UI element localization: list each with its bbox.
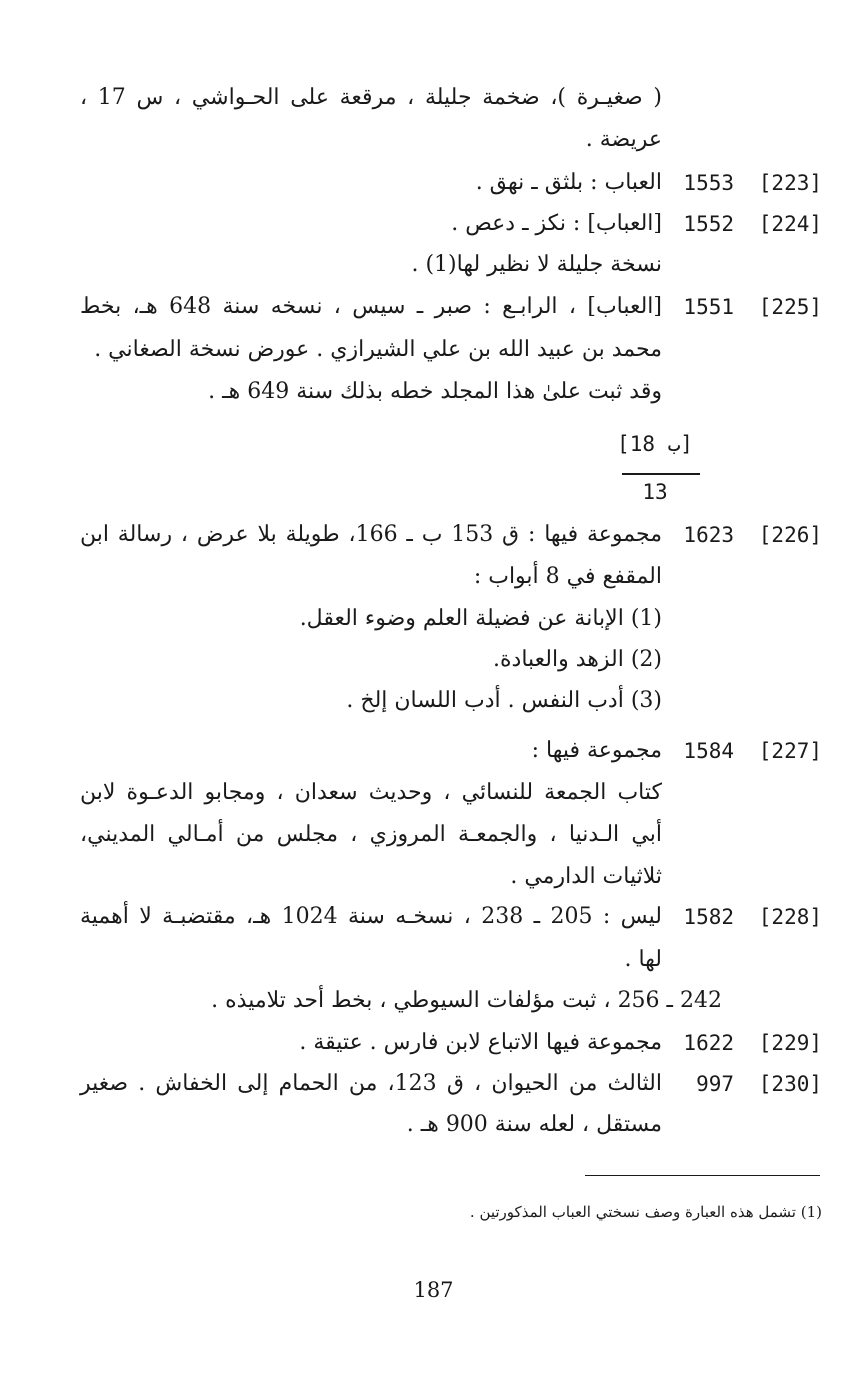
entry-number-row	[662, 515, 822, 555]
manuscript-number: 1623	[683, 523, 734, 547]
entry-id: [228]	[758, 905, 822, 929]
entry-text: مستقل ، لعله سنة 900 هـ .	[406, 1112, 662, 1137]
entry-text: ثلاثيات الدارمي .	[510, 864, 662, 889]
list-item: (3) أدب النفس . أدب اللسان إلخ .	[346, 688, 662, 713]
footnote: (1) تشمل هذه العبارة وصف نسختي العباب المذكورتين .	[469, 1203, 822, 1221]
entry-text: الثالث من الحيوان ، ق 123، من الحمام إلى الخفاش . صغير	[80, 1071, 662, 1096]
entry-text: نسخة جليلة لا نظير لها(1) .	[411, 252, 662, 277]
entry-id: [229]	[758, 1031, 822, 1055]
manuscript-number: 1584	[683, 739, 734, 763]
folio-marker: [18 ب]	[617, 432, 693, 456]
entry-number-row	[662, 204, 822, 244]
list-item: (2) الزهد والعبادة.	[493, 647, 662, 672]
entry-number-row	[662, 731, 822, 771]
entry-text: لها .	[624, 947, 662, 972]
text-line: ( صغيـرة )، ضخمة جليلة ، مرقعة على الحـواشي ، س 17 ،	[80, 85, 663, 110]
entry-id: [227]	[758, 739, 822, 763]
manuscript-number: 1552	[683, 212, 734, 236]
entry-id: [230]	[758, 1072, 822, 1096]
entry-number-row	[662, 287, 822, 327]
page-number: 187	[413, 1278, 454, 1302]
manuscript-number: 997	[696, 1072, 734, 1096]
entry-id: [223]	[758, 171, 822, 195]
entry-text: ليس : 205 ـ 238 ، نسخـه سنة 1024 هـ، مقتضبـة لا أهمية	[80, 904, 663, 929]
manuscript-number: 1553	[683, 171, 734, 195]
manuscript-number: 1582	[683, 905, 734, 929]
text-line: عريضة .	[585, 127, 662, 152]
entry-text: أبي الـدنيا ، والجمعـة المروزي ، مجلس من أمـالي المديني،	[80, 822, 662, 847]
entry-id: [226]	[758, 523, 822, 547]
list-item: (1) الإبانة عن فضيلة العلم وضوء العقل.	[299, 606, 662, 631]
entry-text: مجموعة فيها الاتباع لابن فارس . عتيقة .	[299, 1030, 662, 1055]
entry-number-row	[662, 1064, 822, 1104]
entry-text: مجموعة فيها :	[531, 738, 662, 763]
entry-text: وقد ثبت علىٰ هذا المجلد خطه بذلك سنة 649 هـ .	[208, 379, 662, 404]
entry-text: العباب : بلثق ـ نهق .	[475, 170, 662, 195]
entry-text: مجموعة فيها : ق 153 ب ـ 166، طويلة بلا عرض ، رسالة ابن	[80, 522, 663, 547]
entry-text: محمد بن عبيد الله بن علي الشيرازي . عورض نسخة الصغاني .	[94, 337, 662, 362]
manuscript-number: 1622	[683, 1031, 734, 1055]
entry-text: كتاب الجمعة للنسائي ، وحديث سعدان ، ومجابو الدعـوة لابن	[80, 780, 662, 805]
footnote-rule	[585, 1175, 820, 1176]
entry-text: المقفع في 8 أبواب :	[473, 564, 662, 589]
entry-id: [225]	[758, 295, 822, 319]
manuscript-number: 1551	[683, 295, 734, 319]
entry-text: 242 ـ 256 ، ثبت مؤلفات السيوطي ، بخط أحد تلاميذه .	[211, 988, 722, 1013]
entry-text: [العباب] : نكز ـ دعص .	[451, 211, 662, 236]
entry-number-row	[662, 897, 822, 937]
entry-id: [224]	[758, 212, 822, 236]
folio-number: 13	[642, 480, 668, 504]
entry-text: [العباب] ، الرابـع : صبر ـ سيس ، نسخه سنة 648 هـ، بخط	[80, 294, 663, 319]
entry-number-row	[662, 163, 822, 203]
entry-number-row	[662, 1023, 822, 1063]
